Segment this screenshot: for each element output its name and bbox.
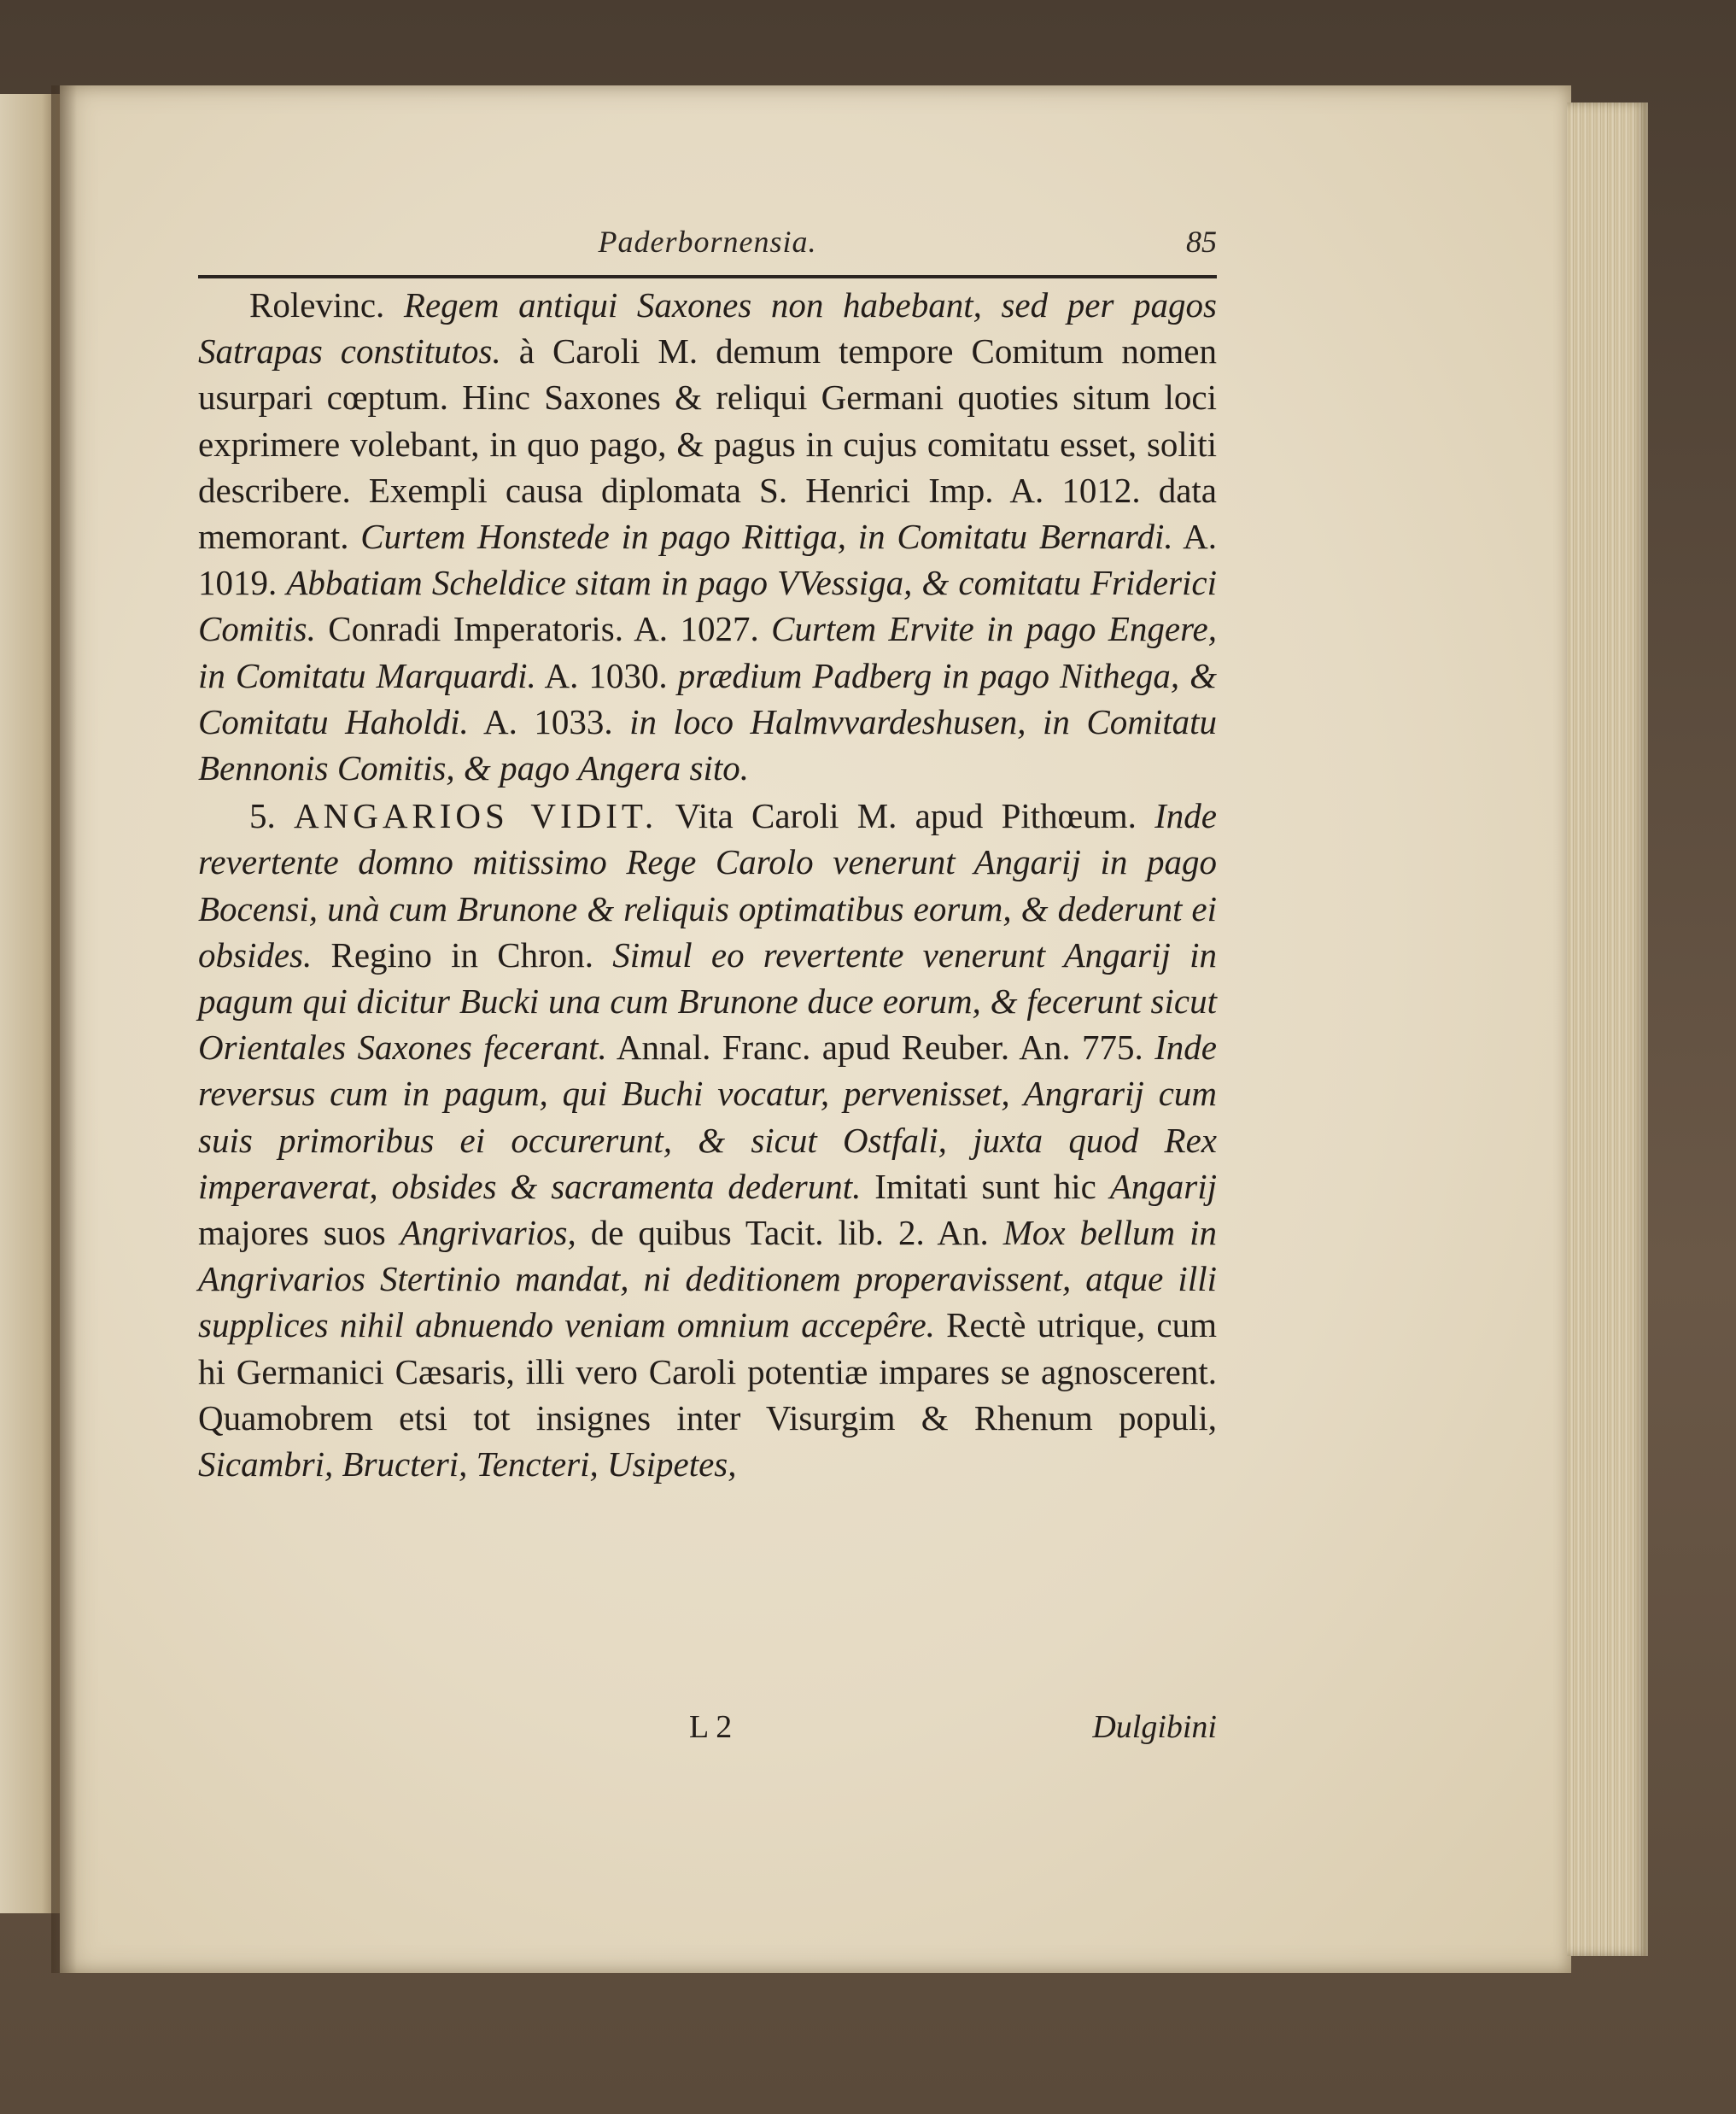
italic-quotation: in loco Halmvvardeshusen, in Comitatu Bennonis Comitis, & pago Angera sito. bbox=[198, 701, 1217, 788]
italic-quotation: Simul eo revertente venerunt Angarij in pagum qui dicitur Bucki una cum Brunone duce eorum, & fecerunt sicut Orientales Saxones fecerant. bbox=[198, 934, 1218, 1068]
italic-quotation: Abbatiam Scheldice sitam in pago VVessiga, & comitatu Friderici Comitis. bbox=[198, 563, 1218, 649]
page-footer bbox=[198, 1708, 1217, 1760]
page-block-edges bbox=[1567, 102, 1648, 1956]
roman-text: majores suos bbox=[198, 1213, 400, 1253]
paragraph-angarios bbox=[198, 793, 1217, 1487]
roman-text: Annal. Franc. apud Reuber. An. 775. bbox=[606, 1028, 1155, 1068]
italic-quotation: Inde revertente domno mitissimo Rege Carolo venerunt Angarij in pago Bocensi, unà cum Brunone & reliquis optimatibus eorum, & dederunt ei obsides. bbox=[198, 796, 1218, 975]
roman-text: Imitati sunt hic bbox=[861, 1166, 1110, 1206]
italic-quotation: Sicambri, Bructeri, Tencteri, Usipetes, bbox=[198, 1444, 737, 1484]
roman-text: Rolevinc. bbox=[249, 285, 404, 325]
running-title: Paderbornensia. bbox=[598, 225, 817, 259]
italic-quotation: Angarij bbox=[1109, 1166, 1217, 1206]
italic-quotation: Regem antiqui Saxones non habebant, sed per pagos Satrapas constitutos. bbox=[198, 285, 1217, 372]
spine-shadow bbox=[51, 85, 77, 1973]
italic-quotation: Angrivarios, bbox=[400, 1213, 576, 1253]
running-header bbox=[198, 224, 1217, 272]
italic-quotation: Curtem Honstede in pago Rittiga, in Comitatu Bernardi. bbox=[360, 517, 1173, 557]
italic-quotation: Curtem Ervite in pago Engere, in Comitatu Marquardi. bbox=[198, 609, 1217, 695]
roman-text: 5. bbox=[249, 796, 294, 836]
body-text bbox=[198, 282, 1217, 1487]
italic-quotation: Mox bellum in Angrivarios Stertinio mandat, ni deditionem properavissent, atque illi supplices nihil abnuendo veniam omnium accepêre. bbox=[198, 1213, 1217, 1345]
roman-text: Regino in Chron. bbox=[312, 934, 613, 975]
paragraph-rolevinc bbox=[198, 282, 1217, 791]
roman-text: Vita Caroli M. apud Pithœum. bbox=[658, 796, 1155, 836]
catchword: Dulgibini bbox=[1092, 1709, 1217, 1745]
roman-text: de quibus Tacit. lib. 2. An. bbox=[576, 1213, 1003, 1253]
italic-quotation: prædium Padberg in pago Nithega, & Comitatu Haholdi. bbox=[198, 655, 1218, 741]
roman-text: A. 1019. bbox=[198, 517, 1217, 603]
page-number: 85 bbox=[1186, 225, 1217, 259]
roman-text: à Caroli M. demum tempore Comitum nomen usurpari cœptum. Hinc Saxones & reliqui Germani quoties situm loci exprimere volebant, in quo pago, & pagus in cujus comitatu esset, soliti describere. Exempli causa diplomata S. Henrici Imp. A. 1012. data memorant. bbox=[198, 331, 1217, 557]
lemma-caps: ANGARIOS VIDIT. bbox=[294, 796, 658, 836]
roman-text: Rectè utrique, cum hi Germanici Cæsaris, illi vero Caroli potentiæ impares se agnoscerent. Quamobrem etsi tot insignes inter Visurgim & Rhenum populi, bbox=[198, 1305, 1217, 1438]
header-rule bbox=[198, 275, 1217, 278]
italic-quotation: Inde reversus cum in pagum, qui Buchi vocatur, pervenisset, Angrarij cum suis primoribus ei occurerunt, & sicut Ostfali, juxta quod Rex imperaverat, obsides & sacramenta dederunt. bbox=[198, 1028, 1217, 1206]
roman-text: A. 1030. bbox=[535, 655, 678, 695]
signature-mark: L 2 bbox=[689, 1709, 733, 1745]
roman-text: A. 1033. bbox=[468, 701, 630, 741]
roman-text: Conradi Imperatoris. A. 1027. bbox=[315, 609, 772, 649]
